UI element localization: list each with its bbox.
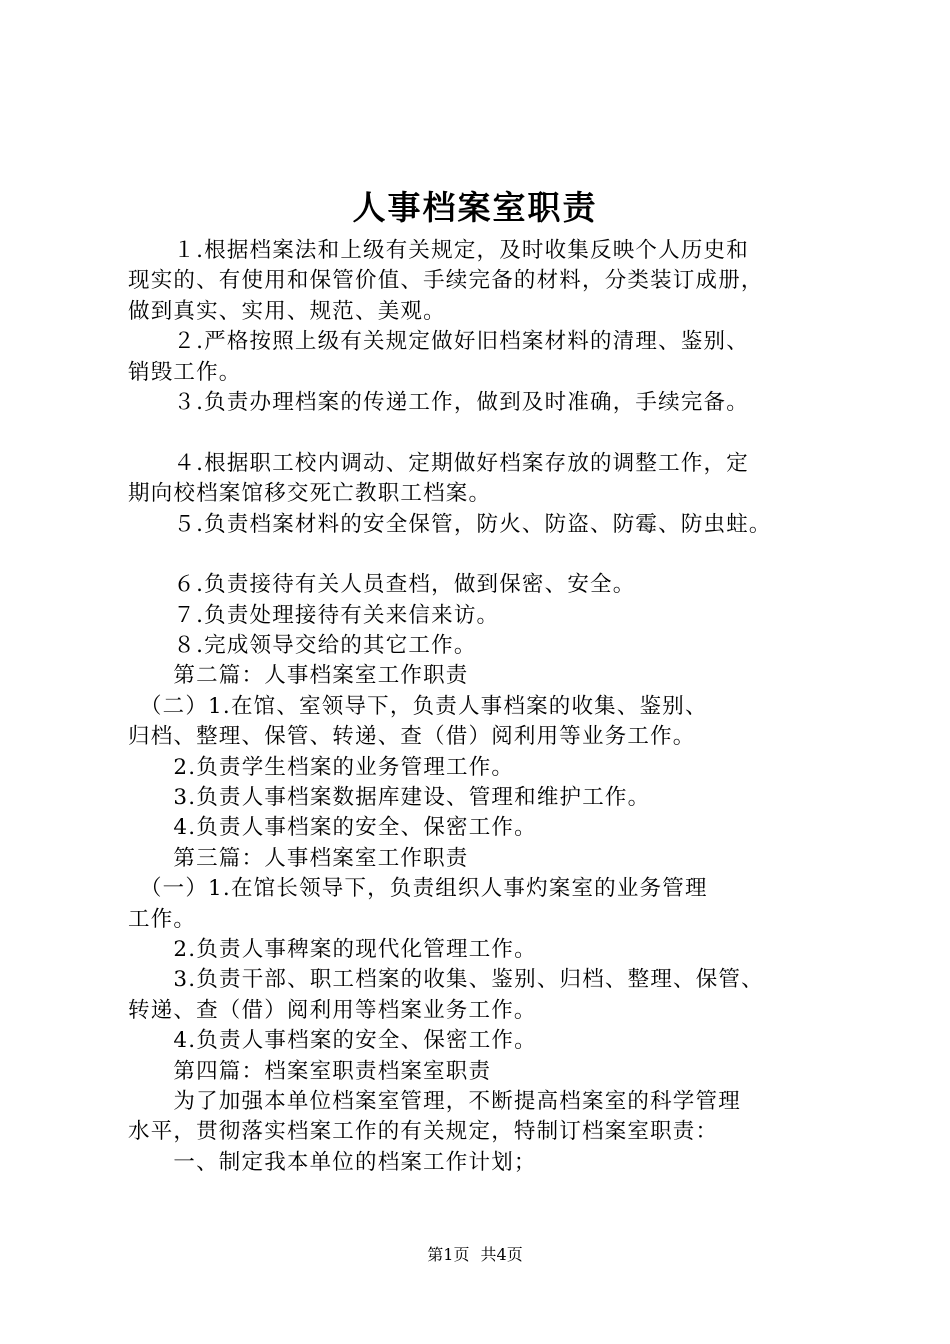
text-line: ７.负责处理接待有关来信来访。	[128, 602, 500, 628]
document-body	[128, 236, 850, 1178]
text-line: 做到真实、实用、规范、美观。	[128, 298, 446, 324]
text-line: ６.负责接待有关人员查档，做到保密、安全。	[128, 572, 636, 598]
document-title: 人事档案室职责	[352, 188, 598, 227]
text-line: （二）1.在馆、室领导下，负责人事档案的收集、鉴别、	[128, 693, 708, 719]
text-line: 工作。	[128, 906, 197, 932]
text-line: ８.完成领导交给的其它工作。	[128, 633, 477, 659]
text-line: 3.负责干部、职工档案的收集、鉴别、归档、整理、保管、	[128, 967, 764, 993]
text-line: 为了加强本单位档案室管理，不断提高档案室的科学管理	[128, 1088, 741, 1114]
text-line: 水平，贯彻落实档案工作的有关规定，特制订档案室职责：	[128, 1119, 719, 1145]
text-line: 期向校档案馆移交死亡教职工档案。	[128, 481, 492, 507]
text-line: 销毁工作。	[128, 359, 242, 385]
text-line: １.根据档案法和上级有关规定，及时收集反映个人历史和	[128, 238, 749, 263]
text-line: 4.负责人事档案的安全、保密工作。	[128, 1028, 537, 1054]
text-line: ３.负责办理档案的传递工作，做到及时准确，手续完备。	[128, 389, 749, 415]
text-line: 2.负责学生档案的业务管理工作。	[128, 754, 515, 780]
text-line: 3.负责人事档案数据库建设、管理和维护工作。	[128, 785, 651, 811]
blank-line	[128, 418, 850, 448]
page-total: 共4页	[480, 1245, 523, 1264]
text-line: 归档、整理、保管、转递、查（借）阅利用等业务工作。	[128, 724, 696, 750]
text-line: 第二篇：人事档案室工作职责	[128, 663, 469, 689]
page-footer	[0, 1244, 950, 1266]
text-line: 现实的、有使用和保管价值、手续完备的材料，分类装订成册，	[128, 268, 764, 294]
text-line: 第四篇：档案室职责档案室职责	[128, 1058, 492, 1084]
text-line: 4.负责人事档案的安全、保密工作。	[128, 815, 537, 841]
text-line: ２.严格按照上级有关规定做好旧档案材料的清理、鉴别、	[128, 329, 749, 355]
text-line: 转递、查（借）阅利用等档案业务工作。	[128, 997, 537, 1023]
blank-line	[128, 540, 850, 570]
text-line: ５.负责档案材料的安全保管，防火、防盗、防霉、防虫蛀。	[128, 511, 772, 537]
text-line: （一）1.在馆长领导下，负责组织人事灼案室的业务管理	[128, 876, 708, 902]
text-line: 2.负责人事稗案的现代化管理工作。	[128, 936, 537, 962]
text-line: 一、制定我本单位的档案工作计划；	[128, 1149, 537, 1175]
page-number: 第1页	[427, 1245, 470, 1264]
text-line: ４.根据职工校内调动、定期做好档案存放的调整工作，定	[128, 450, 749, 476]
text-line: 第三篇：人事档案室工作职责	[128, 845, 469, 871]
